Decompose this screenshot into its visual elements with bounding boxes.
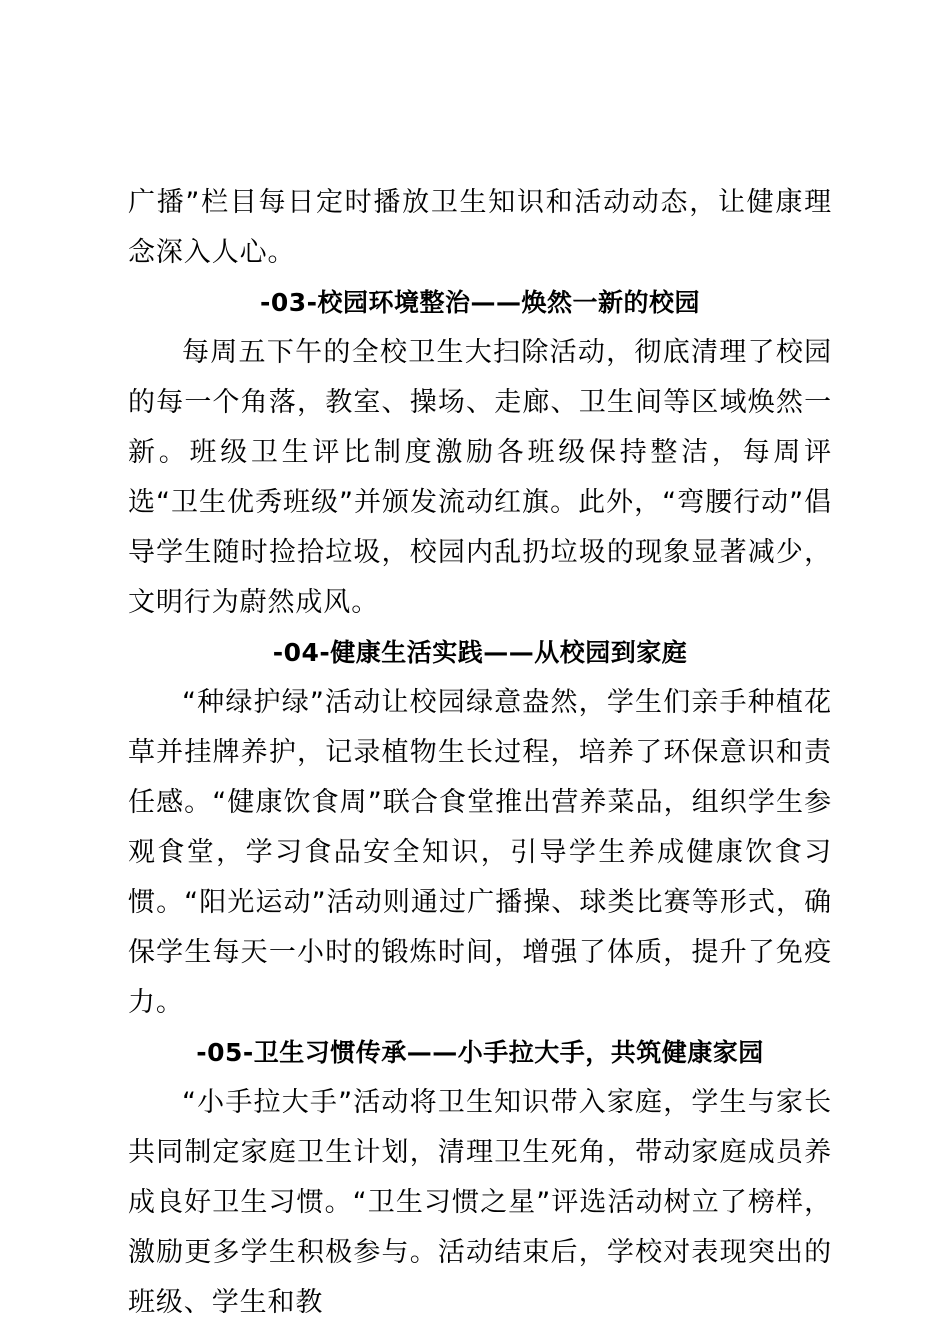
paragraph-healthy-living: “种绿护绿”活动让校园绿意盎然，学生们亲手种植花草并挂牌养护，记录植物生长过程，培养了环保意识和责任感。“健康饮食周”联合食堂推出营养菜品，组织学生参观食堂，学习食品安全知识，引导学生养成健康饮食习惯。“阳光运动”活动则通过广播操、球类比赛等形式，确保学生每天一小时的锻炼时间，增强了体质，提升了免疫力。 [128, 687, 832, 1018]
section-heading-04: -04-健康生活实践——从校园到家庭 [272, 638, 688, 667]
section-heading-05: -05-卫生习惯传承——小手拉大手，共筑健康家园 [196, 1038, 764, 1067]
paragraph-hygiene-habits: “小手拉大手”活动将卫生知识带入家庭，学生与家长共同制定家庭卫生计划，清理卫生死角，带动家庭成员养成良好卫生习惯。“卫生习惯之星”评选活动树立了榜样，激励更多学生积极参与。活动结束后，学校对表现突出的班级、学生和教 [128, 1087, 832, 1318]
document-body [128, 178, 832, 1328]
section-heading-03: -03-校园环境整治——焕然一新的校园 [259, 288, 701, 317]
paragraph-campus-environment: 每周五下午的全校卫生大扫除活动，彻底清理了校园的每一个角落，教室、操场、走廊、卫生间等区域焕然一新。班级卫生评比制度激励各班级保持整洁，每周评选“卫生优秀班级”并颁发流动红旗。此外，“弯腰行动”倡导学生随时捡拾垃圾，校园内乱扔垃圾的现象显著减少，文明行为蔚然成风。 [128, 337, 832, 618]
paragraph-radio-column: 广播”栏目每日定时播放卫生知识和活动动态，让健康理念深入人心。 [128, 187, 832, 268]
